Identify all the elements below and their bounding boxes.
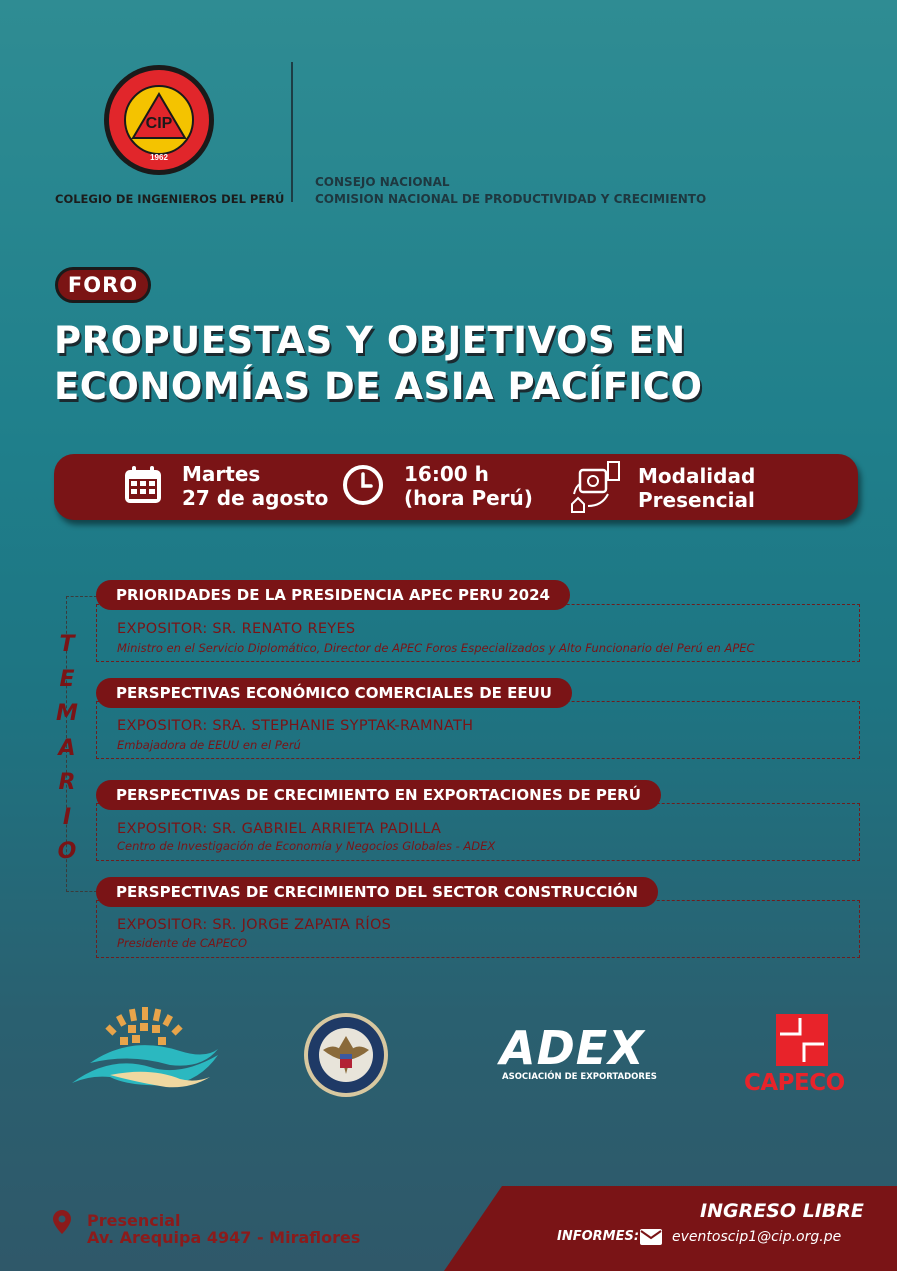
title-line2: ECONOMÍAS DE ASIA PACÍFICO xyxy=(54,365,703,408)
seal-initials: CIP xyxy=(145,115,173,132)
capeco-wordmark: CAPECO xyxy=(744,1070,845,1096)
location-pin-icon xyxy=(53,1210,71,1234)
council-text xyxy=(315,174,706,208)
title-line1: PROPUESTAS Y OBJETIVOS EN xyxy=(54,319,686,362)
topic-speaker-role: Centro de Investigación de Economía y Negocios Globales - ADEX xyxy=(117,839,496,853)
topic-detail-box xyxy=(96,803,860,861)
topic-speaker: EXPOSITOR: SR. RENATO REYES xyxy=(117,621,356,637)
council-line2: COMISION NACIONAL DE PRODUCTIVIDAD Y CRECIMIENTO xyxy=(315,192,707,206)
event-title xyxy=(54,318,774,410)
event-mode xyxy=(638,464,755,512)
event-location xyxy=(87,1212,360,1246)
adex-subtitle: ASOCIACIÓN DE EXPORTADORES xyxy=(502,1072,657,1082)
topic-detail-box xyxy=(96,604,860,662)
location-mode: Presencial xyxy=(87,1211,181,1230)
event-date xyxy=(182,462,328,510)
header-divider xyxy=(291,62,293,202)
us-department-of-state-seal xyxy=(303,1012,389,1098)
in-person-mode-icon xyxy=(568,460,624,516)
topic-detail-box xyxy=(96,900,860,958)
calendar-icon xyxy=(122,464,164,506)
free-entry-label: INGRESO LIBRE xyxy=(700,1200,864,1222)
temario-letter: E xyxy=(59,666,75,692)
adex-wordmark: ADEX xyxy=(500,1021,645,1075)
clock-icon xyxy=(342,464,384,506)
topic-speaker: EXPOSITOR: SR. GABRIEL ARRIETA PADILLA xyxy=(117,821,442,837)
foro-badge: FORO xyxy=(55,267,151,303)
location-address: Av. Arequipa 4947 - Miraflores xyxy=(87,1228,361,1247)
event-mode-label: Modalidad xyxy=(638,464,756,488)
topic-title: PERSPECTIVAS DE CRECIMIENTO DEL SECTOR CONSTRUCCIÓN xyxy=(96,877,658,907)
cip-org-name: COLEGIO DE INGENIEROS DEL PERÚ xyxy=(55,192,285,206)
informes-label: INFORMES: xyxy=(557,1229,640,1244)
event-time-value: 16:00 h xyxy=(404,462,489,486)
topic-detail-box xyxy=(96,701,860,759)
topic-title: PERSPECTIVAS ECONÓMICO COMERCIALES DE EEUU xyxy=(96,678,572,708)
topic-speaker: EXPOSITOR: SR. JORGE ZAPATA RÍOS xyxy=(117,917,392,933)
event-info-bar xyxy=(54,454,858,520)
event-time-note: (hora Perú) xyxy=(404,486,533,510)
seal-year: 1962 xyxy=(150,153,168,162)
temario-letter: I xyxy=(62,804,72,830)
temario-label xyxy=(52,628,82,870)
event-day: Martes xyxy=(182,462,261,486)
event-mode-value: Presencial xyxy=(638,488,755,512)
temario-letter: O xyxy=(57,839,77,864)
temario-letter: R xyxy=(58,770,76,795)
topic-speaker: EXPOSITOR: SRA. STEPHANIE SYPTAK-RAMNATH xyxy=(117,718,474,734)
topic-speaker-role: Embajadora de EEUU en el Perú xyxy=(117,738,301,752)
email-icon xyxy=(640,1229,662,1245)
topic-speaker-role: Presidente de CAPECO xyxy=(117,936,248,950)
temario-letter: T xyxy=(59,632,75,657)
topic-speaker-role: Ministro en el Servicio Diplomático, Director de APEC Foros Especializados y Alto Funcionario del Perú en APEC xyxy=(117,641,755,655)
event-date-value: 27 de agosto xyxy=(182,486,329,510)
temario-letter: M xyxy=(56,701,78,726)
temario-letter: A xyxy=(58,735,76,761)
adex-logo xyxy=(500,1021,657,1082)
capeco-symbol-icon xyxy=(776,1014,828,1066)
event-time xyxy=(404,462,533,510)
topic-title: PERSPECTIVAS DE CRECIMIENTO EN EXPORTACIONES DE PERÚ xyxy=(96,780,661,810)
cip-seal-logo xyxy=(103,64,215,176)
contact-email[interactable]: eventoscip1@cip.org.pe xyxy=(672,1229,842,1245)
topic-title: PRIORIDADES DE LA PRESIDENCIA APEC PERU 2024 xyxy=(96,580,570,610)
council-line1: CONSEJO NACIONAL xyxy=(315,175,450,189)
apec-peru-logo xyxy=(70,1005,222,1089)
